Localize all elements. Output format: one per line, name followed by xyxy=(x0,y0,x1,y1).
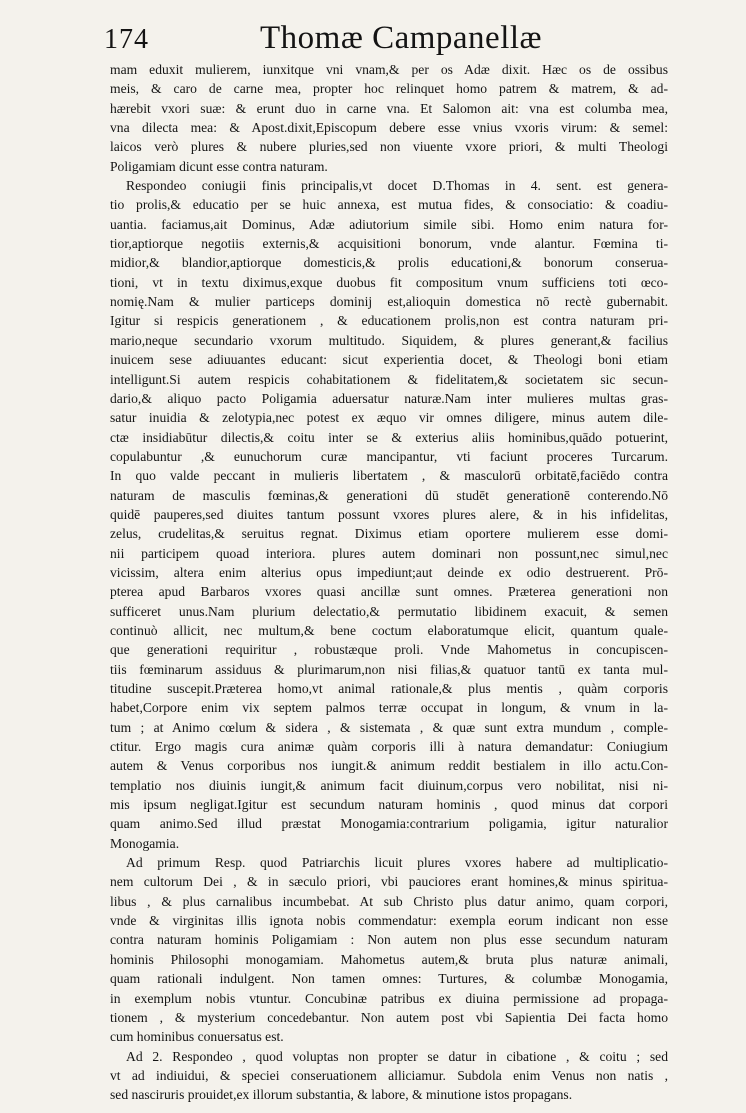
text-line: pterea apud Barbaros vxores quasi ancillæ sunt omnes. Præterea generationi non xyxy=(110,584,668,600)
text-line: Monogamia. xyxy=(110,835,180,851)
text-line: tioni, vt in textu diximus,exque duobus fit compositum vnum sufficiens toti œco- xyxy=(110,274,668,290)
text-line: autem & Venus corporibus nos iungit.& animum reddit bestialem in illo actu.Con- xyxy=(110,758,668,774)
text-line: vnde & virginitas illis ignota nobis commendatur: exempla eorum indicant non esse xyxy=(110,913,668,929)
text-line: quam rationali indulgent. Non tamen omnes: Turtures, & columbæ Monogamia, xyxy=(110,971,668,987)
text-line: titudine suscepit.Præterea homo,vt animal rationale,& plus mentis , quàm corporis xyxy=(110,681,668,696)
text-line: vt ad indiuidui, & speciei conseruationem alliciamur. Subdola enim Venus non natis , xyxy=(110,1067,668,1083)
paragraph xyxy=(110,176,668,853)
text-line: midior,& blandior,aptiorque domesticis,& prolis educationi,& bonorum conserua- xyxy=(110,255,668,271)
text-line: copulabuntur ,& eunuchorum curæ mancipantur, vti faciunt proceres Turcarum. xyxy=(110,448,668,464)
text-line: nomię.Nam & mulier particeps dominij est,alioquin domestica nō rectè gubernabit. xyxy=(110,294,668,310)
text-line: meis, & caro de carne mea, propter hoc relinquet homo patrem & matrem, & ad- xyxy=(110,81,668,97)
text-line: satur inuidia & zelotypia,nec potest ex æquo vir omnes diligere, minus autem dile- xyxy=(110,410,668,426)
text-line: zelus, crudelitas,& seruitus regnat. Diximus etiam oportere mulierem esse domi- xyxy=(110,526,668,542)
text-line: nii participem quoad interiora. plures autem dominari non possunt,nec simul,nec xyxy=(110,545,668,561)
text-line: nem cultorum Dei , & in sæculo priori, vbi pauciores erant homines,& minus spiritua- xyxy=(110,874,668,890)
paragraph xyxy=(110,853,668,1046)
text-line: sufficeret unus.Nam plurium delectatio,& permutatio libidinem exacuit, & semen xyxy=(110,603,668,619)
text-line: mario,neque secundario vxorum multitudo. Siquidem, & plures generant,& facilius xyxy=(110,332,668,348)
text-line: In quo valde peccant in mulieris libertatem , & masculorū orbitatē,faciēdo contra xyxy=(110,468,668,484)
text-line: libus , & plus carnalibus incumbebat. At sub Christo plus datur animo, quam corpori, xyxy=(110,893,668,909)
text-line: tum ; at Animo cœlum & sidera , & sistemata , & quæ sunt extra mundum , comple- xyxy=(110,719,668,735)
text-line: Poligamiam dicunt esse contra naturam. xyxy=(110,158,328,174)
text-line: laicos verò plures & nubere pluries,sed non viuente vxore priori, & multi Theologi xyxy=(110,139,668,155)
text-line: quam animo.Sed illud præstat Monogamia:contrarium poligamia, igitur naturalior xyxy=(110,816,668,832)
text-line: tior,aptiorque negotiis externis,& acquisitioni bonorum, vnde alantur. Fœmina ti- xyxy=(110,236,668,252)
text-line: intelligunt.Si autem respicis cohabitationem & fidelitatem,& societatem sic secun- xyxy=(110,371,668,387)
text-line: mis ipsum negligat.Igitur est secundum naturam hominis , quod minus dat corpori xyxy=(110,797,668,813)
text-line: sed nasciruris prouidet,ex illorum substantia, & labore, & minutione istos propagans. xyxy=(110,1087,573,1103)
text-line: contra naturam hominis Poligamiam : Non autem non plus esse secundum naturam xyxy=(110,932,668,948)
text-line: ctæ insidiabūtur dilectis,& coitu inter se & exterius aliis hominibus,quādo potuerint, xyxy=(110,429,668,445)
text-line: que generationi requiritur , robustæque proli. Vnde Mahometus in concupiscen- xyxy=(110,642,668,658)
text-line: tio prolis,& educatio per se huic annexa, est mutua fides, & consociatio: & coadiu- xyxy=(110,197,668,213)
text-line: Ad 2. Respondeo , quod voluptas non propter se datur in cibatione , & coitu ; sed xyxy=(126,1048,668,1064)
text-line: tionem , & mysterium concedebantur. Non autem post vbi Sapientia Dei facta homo xyxy=(110,1009,668,1025)
running-head: Thomæ Campanellæ xyxy=(260,20,543,56)
text-line: dario,& aliquo pacto Poligamia aduersatur naturæ.Nam inter mulieres multas gras- xyxy=(110,390,668,406)
text-line: naturam de masculis fœminas,& generationi dū studēt generationē conterendo.Nō xyxy=(110,487,668,503)
text-line: Ad primum Resp. quod Patriarchis licuit plures vxores habere ad multiplicatio- xyxy=(126,855,668,871)
text-line: ctitur. Ergo magis cura animæ quàm corporis illi à natura demandatur: Coniugium xyxy=(110,739,668,755)
text-line: inuicem sese adiuuantes educant: sicut experientia docet, & Theologi boni etiam xyxy=(110,352,668,368)
text-line: hominis Philosophi monogamiam. Mahometus autem,& bruta plus naturæ animali, xyxy=(110,951,668,967)
paragraph xyxy=(110,60,668,176)
page-number: 174 xyxy=(104,24,149,55)
text-line: hærebit vxori suæ: & erunt duo in carne vna. Et Salomon ait: vna est columba mea, xyxy=(110,100,668,116)
text-line: Respondeo coniugii finis principalis,vt docet D.Thomas in 4. sent. est genera- xyxy=(126,178,668,194)
text-line: uantia. faciamus,ait Dominus, Adæ adiutorium simile sibi. Homo enim natura for- xyxy=(110,216,668,232)
text-line: mam eduxit mulierem, iunxitque vni vnam,& per os Adæ dixit. Hæc os de ossibus xyxy=(110,62,668,77)
text-line: quidē pauperes,sed diuites tantum possunt vxores plures alere, & in his infidelitas, xyxy=(110,506,668,522)
text-line: vicissim, altera enim alterius opus impediunt;aut deinde ex odio destruerent. Prō- xyxy=(110,564,668,580)
text-line: vna dilecta mea: & Apost.dixit,Episcopum debere esse vnius vxoris virum: & semel: xyxy=(110,120,668,136)
text-line: Igitur si respicis generationem , & educationem prolis,non est contra naturam pri- xyxy=(110,313,668,329)
body-text xyxy=(110,60,668,1105)
text-line: habet,Corpore enim vix septem palmos terræ occupat in longum, & vnum in la- xyxy=(110,700,668,716)
text-line: templatio nos diuinis iungit,& animum facit diuinum,corpus vero nobilitat, nisi ni- xyxy=(110,777,668,793)
text-line: tiis fœminarum assiduus & plurimarum,non nisi filias,& quatuor tantū ex tanta mul- xyxy=(110,661,668,677)
text-line: continuò allicit, nec multum,& bene coctum elaboratumque elicit, quantum quale- xyxy=(110,622,668,638)
paragraph xyxy=(110,1047,668,1105)
text-line: in exemplum nobis vtuntur. Concubinæ patribus ex diuina permissione ad propaga- xyxy=(110,990,668,1006)
page-header xyxy=(104,20,664,64)
text-line: cum hominibus conuersatus est. xyxy=(110,1029,284,1045)
